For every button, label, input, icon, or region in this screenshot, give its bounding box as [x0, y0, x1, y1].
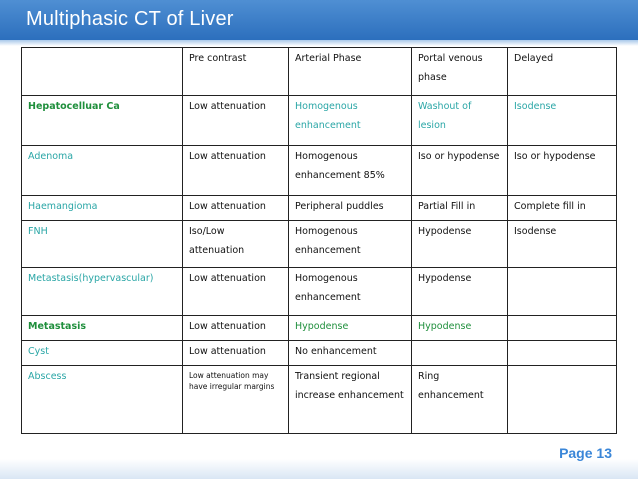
header-delayed: Delayed [508, 48, 617, 96]
cell-portal: Ring enhancement [412, 366, 508, 434]
table-row [22, 196, 617, 221]
table-row [22, 221, 617, 268]
cell-pre: Iso/Low attenuation [183, 221, 289, 268]
cell-pre: Low attenuation [183, 146, 289, 196]
table-row [22, 96, 617, 146]
row-name: FNH [22, 221, 183, 268]
table-row [22, 341, 617, 366]
cell-arterial: No enhancement [289, 341, 412, 366]
table-row [22, 146, 617, 196]
cell-pre: Low attenuation may have irregular margins [183, 366, 289, 434]
row-name: Metastasis(hypervascular) [22, 268, 183, 316]
header-pre-contrast: Pre contrast [183, 48, 289, 96]
row-name: Abscess [22, 366, 183, 434]
row-name: Cyst [22, 341, 183, 366]
cell-portal: Hypodense [412, 268, 508, 316]
page-number: Page 13 [559, 445, 612, 461]
cell-arterial: Homogenous enhancement [289, 221, 412, 268]
cell-arterial: Peripheral puddles [289, 196, 412, 221]
cell-delayed [508, 268, 617, 316]
header-row [22, 48, 617, 96]
header-arterial-phase: Arterial Phase [289, 48, 412, 96]
title-bar-fade [0, 40, 638, 46]
row-name: Haemangioma [22, 196, 183, 221]
header-cell-empty [22, 48, 183, 96]
cell-delayed [508, 366, 617, 434]
cell-portal [412, 341, 508, 366]
row-name: Adenoma [22, 146, 183, 196]
cell-portal: Hypodense [412, 221, 508, 268]
cell-delayed: Iso or hypodense [508, 146, 617, 196]
table-row [22, 268, 617, 316]
cell-pre: Low attenuation [183, 316, 289, 341]
cell-pre: Low attenuation [183, 196, 289, 221]
cell-arterial: Homogenous enhancement 85% [289, 146, 412, 196]
cell-portal: Hypodense [412, 316, 508, 341]
cell-pre: Low attenuation [183, 268, 289, 316]
row-name: Metastasis [22, 316, 183, 341]
footer-bar [0, 459, 638, 479]
cell-portal: Washout of lesion [412, 96, 508, 146]
cell-delayed: Isodense [508, 96, 617, 146]
slide-title: Multiphasic CT of Liver [26, 8, 234, 30]
cell-pre: Low attenuation [183, 96, 289, 146]
cell-arterial: Homogenous enhancement [289, 96, 412, 146]
cell-delayed: Complete fill in [508, 196, 617, 221]
row-name: Hepatocelluar Ca [22, 96, 183, 146]
cell-portal: Iso or hypodense [412, 146, 508, 196]
table-row [22, 316, 617, 341]
header-portal-venous-phase: Portal venous phase [412, 48, 508, 96]
cell-delayed: Isodense [508, 221, 617, 268]
liver-ct-table [21, 47, 617, 434]
cell-arterial: Transient regional increase enhancement [289, 366, 412, 434]
cell-portal: Partial Fill in [412, 196, 508, 221]
cell-pre: Low attenuation [183, 341, 289, 366]
cell-arterial: Homogenous enhancement [289, 268, 412, 316]
title-bar [0, 0, 638, 40]
table-row [22, 366, 617, 434]
cell-delayed [508, 341, 617, 366]
cell-delayed [508, 316, 617, 341]
cell-arterial: Hypodense [289, 316, 412, 341]
